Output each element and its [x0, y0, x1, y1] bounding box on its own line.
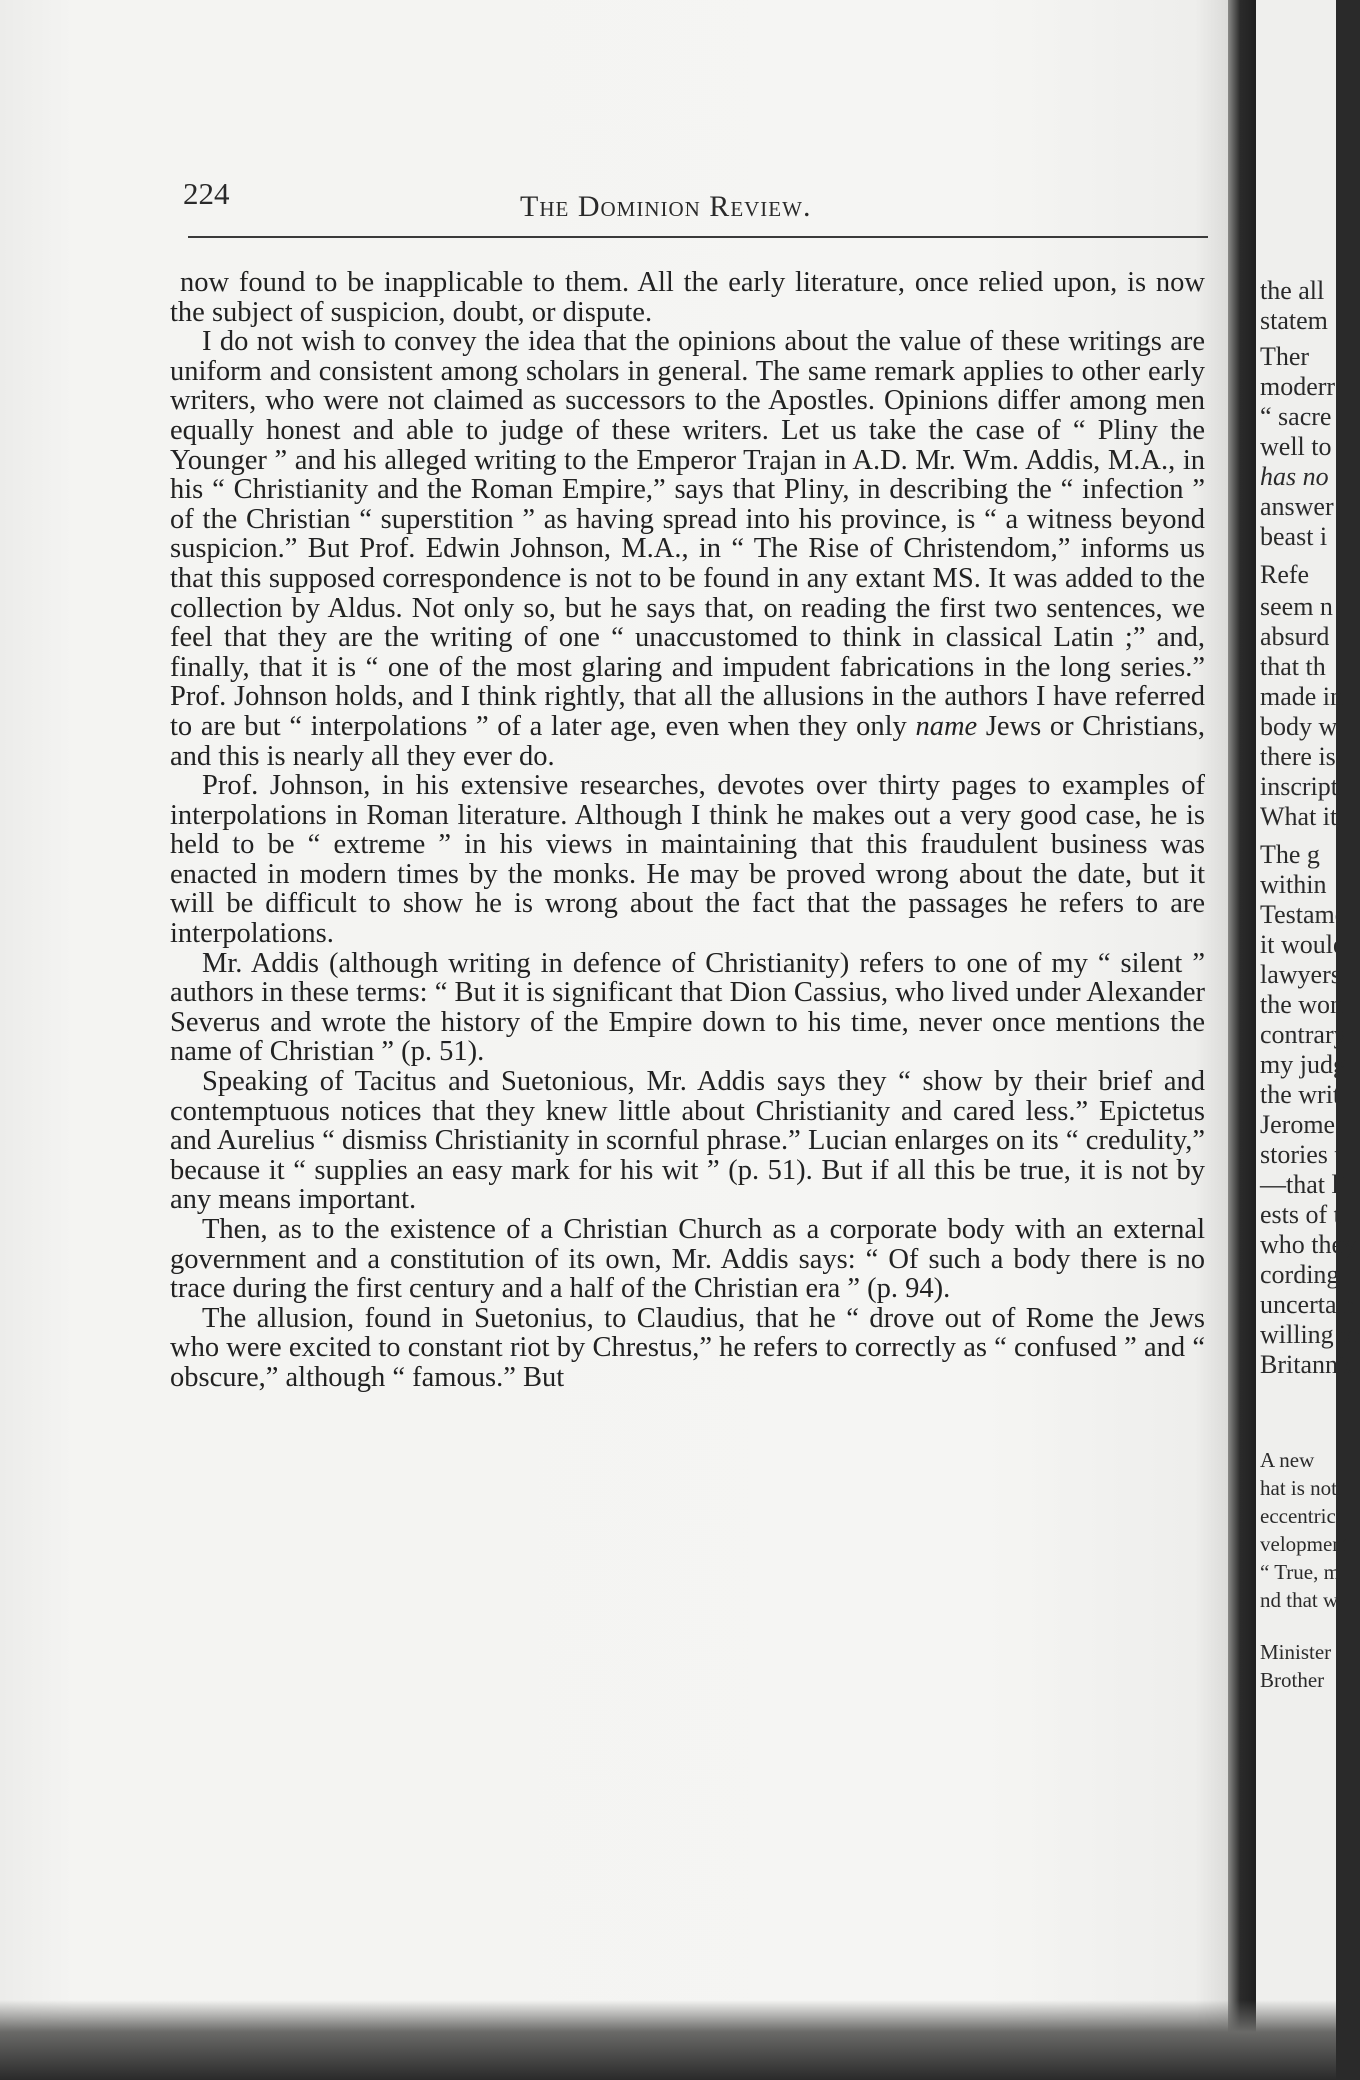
facing-line: beast i [1260, 522, 1328, 551]
facing-line: cording [1260, 1260, 1340, 1289]
paragraph-2-text: I do not wish to convey the idea that the opinions about the value of these writings are uniform and consistent among scholars in general. The same remark applies to other early writers, who were not claimed as successors to the Apostles. Opinions differ among men equally honest and able to judge of these writers. Let us take the case of “ Pliny the Younger ” and his alleged writing to the Emperor Trajan in A.D. Mr. Wm. Addis, M.A., in his “ Christianity and the Roman Empire,” says that Pliny, in describing the “ infection ” of the Christian “ superstition ” as having spread into his province, is “ a witness beyond suspicion.” But Prof. Edwin Johnson, M.A., in “ The Rise of Christendom,” informs us that this supposed correspondence is not to be found in any extant MS. It was added to the collection by Aldus. Not only so, but he says that, on reading the first two sentences, we feel that they are the writing of one “ unaccustomed to think in classical Latin ;” and, finally, that it is “ one of the most glaring and impudent fabrications in the long series.” Prof. Johnson holds, and I think rightly, that all the allusions in the authors I have referred to are but “ interpolations ” of a later age, even when they only [170, 326, 1205, 742]
paragraph-1: now found to be inapplicable to them. All the early literature, once relied upon, is now the subject of suspicion, doubt, or dispute. [170, 267, 1205, 328]
facing-line: moderr [1260, 372, 1336, 401]
facing-line: Testame [1260, 900, 1347, 929]
facing-line: who they [1260, 1230, 1357, 1259]
facing-line: seem n [1260, 592, 1333, 621]
facing-line: Refe [1260, 560, 1310, 589]
facing-line: well to [1260, 432, 1332, 461]
paragraph-4: Mr. Addis (although writing in defence of Christianity) refers to one of my “ silent ” authors in these terms: “ But it is significant that Dion Cassius, who lived under Alexander Severus and wrote the history of the Empire down to his time, never once mentions the name of Christian ” (p. 51). [170, 947, 1205, 1068]
facing-line: “ True, m [1260, 1560, 1340, 1584]
paragraph-3: Prof. Johnson, in his extensive researches, devotes over thirty pages to examples of interpolations in Roman literature. Although I think he makes out a very good case, he is held to be “ extreme ” in his views in maintaining that this fraudulent business was enacted in modern times by the monks. He may be proved wrong about the date, but it will be difficult to show he is wrong about the fact that the passages he refers to are interpolations. [170, 770, 1205, 950]
facing-line: What it [1260, 802, 1338, 831]
paragraph-7: The allusion, found in Suetonius, to Claudius, that he “ drove out of Rome the Jews who were excited to constant riot by Chrestus,” he refers to correctly as “ confused ” and “ obscure,” although “ famous.” But [170, 1302, 1205, 1393]
facing-line: Brother [1260, 1668, 1325, 1692]
facing-line: the writ [1260, 1080, 1341, 1109]
facing-line: stories t [1260, 1140, 1342, 1169]
facing-line: made in [1260, 682, 1344, 711]
facing-line: willing to [1260, 1320, 1360, 1349]
facing-line: Jerome. [1260, 1110, 1342, 1139]
facing-line: The g [1260, 840, 1320, 869]
facing-line: Ther [1260, 342, 1310, 371]
facing-line: that th [1260, 652, 1326, 681]
facing-line: it would [1260, 930, 1346, 959]
facing-line: the all [1260, 276, 1325, 305]
facing-line: absurd [1260, 622, 1330, 651]
facing-line: inscript [1260, 772, 1338, 801]
facing-line: “ sacre [1260, 402, 1332, 431]
book-gutter [1228, 0, 1258, 2080]
facing-line: A new [1260, 1448, 1315, 1472]
paragraph-2 [170, 327, 1205, 771]
facing-line: eccentric [1260, 1504, 1336, 1528]
facing-line: the won [1260, 990, 1344, 1019]
facing-line: Minister [1260, 1640, 1332, 1664]
header-rule [188, 236, 1208, 238]
paragraph-2-end: Jews or Christians, and this is nearly all they ever do. [170, 710, 1206, 772]
facing-line: contrary [1260, 1020, 1347, 1049]
facing-line: there is [1260, 742, 1336, 771]
facing-line: within [1260, 870, 1327, 899]
facing-line: my judg [1260, 1050, 1346, 1079]
facing-line: —that li [1260, 1170, 1346, 1199]
facing-line: has no [1260, 462, 1329, 491]
italic-word: name [915, 710, 978, 742]
facing-line: ests of t [1260, 1200, 1341, 1229]
facing-line: uncertain [1260, 1290, 1357, 1319]
facing-line: answer [1260, 492, 1334, 521]
facing-page-edge [1256, 0, 1360, 2080]
facing-line: Britannic [1260, 1350, 1357, 1379]
body-text [170, 268, 1205, 1393]
facing-line: nd that w [1260, 1588, 1339, 1612]
facing-line: lawyers [1260, 960, 1341, 989]
running-title: The Dominion Review. [520, 190, 812, 223]
paragraph-6: Then, as to the existence of a Christian Church as a corporate body with an external government and a constitution of its own, Mr. Addis says: “ Of such a body there is no trace during the first century and a half of the Christian era ” (p. 94). [170, 1214, 1205, 1305]
facing-line: body w [1260, 712, 1338, 741]
facing-line: velopment [1260, 1532, 1349, 1556]
facing-line: hat is not [1260, 1476, 1337, 1500]
page-bottom-shadow [0, 2000, 1336, 2080]
page-number: 224 [183, 176, 230, 211]
facing-line: statem [1260, 306, 1328, 335]
paragraph-5: Speaking of Tacitus and Suetonious, Mr. Addis says they “ show by their brief and contemptuous notices that they knew little about Christianity and cared less.” Epictetus and Aurelius “ dismiss Christianity in scornful phrase.” Lucian enlarges on its “ credulity,” because it “ supplies an easy mark for his wit ” (p. 51). But if all this be true, it is not by any means important. [170, 1066, 1205, 1216]
